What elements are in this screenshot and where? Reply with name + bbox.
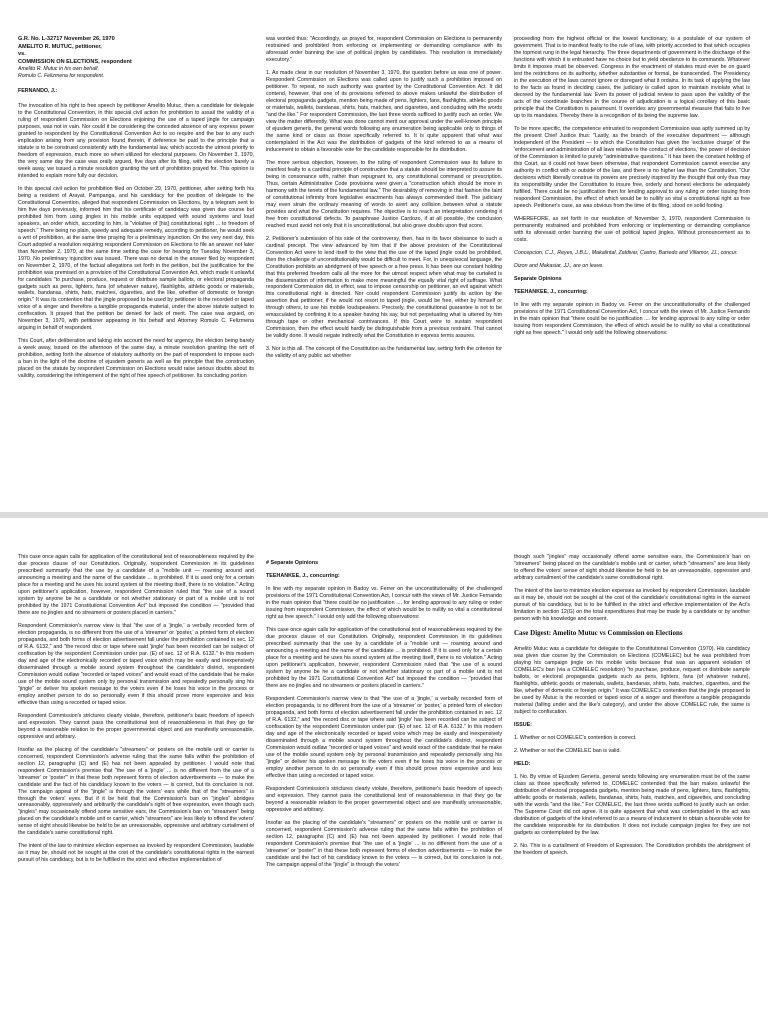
paragraph: In line with my separate opinion in Badoy vs. Ferrer on the unconstitutionality of the challenged provisions of the 1971 Constitutional Convention Act, I concur with the views of Mr. Justice Fernando in the main opinion that "there could be no justification .... for lending approval to any ruling or order issuing from respondent Commission, the effect of which would be to nullify so vital a constitutional right as free speech." I would only add the following observations:: [514, 301, 750, 336]
paragraph: Respondent Commission's strictures clearly violate, therefore, petitioner's basic freedom of speech and expression. They cannot pass the constitutional test of reasonableness in that they go far beyond a reasonable relation to the proper governmental object and are manifestly unreasonable, oppressive and arbitrary.: [266, 785, 502, 813]
versus: vs.: [18, 51, 26, 58]
paragraph: Insofar as the placing of the candidate's "streamers" or posters on the mobile unit or carrier is concerned, respondent Commission's adverse ruling that the same falls within the prohibition of section 12, paragraphs (C) and (E) has not been appealed by petitioner. I would note that respondent Commission's premise that "the use of a 'jingle' ... is no different from the use of a 'streamer' or 'poster'" in that these both represent forms of election advertisements — to make the candidate and the fact of his candidacy known to the voters — is correct, but its conclusion is not. The campaign appeal of the "jingle" is through the voters' ears while that of the "streamers" is through the voters' eyes. But if it be held that the Commission's ban on "jingles" abridges unreasonably, oppressively and arbitrarily the candidate's right of free expression, even though such "jingles" may occasionally offend some sensitive ears, the Commission's ban on "streamers" being placed on the candidate's mobile unit or carrier, which "streamers" are less likely to offend the voters' sense of sight should likewise be held to be an unreasonable, oppressive and arbitrary curtailment of the candidate's same constitutional right.: [18, 746, 254, 837]
page1-column-3: [514, 36, 750, 506]
paragraph: WHEREFORE, as set forth in our resolution of November 3, 1970, respondent Commission is permanently restrained and prohibited from enforcing or implementing or demanding compliance with its aforesaid order banning the use of political taped jingles. Without pronouncement as to costs.: [514, 215, 750, 243]
counsel-petitioner: Amelito R. Mutuc in his own behalf.: [18, 66, 100, 73]
counsel-respondent: Romulo C. Felizmena for respondent.: [18, 73, 105, 80]
paragraph: Amelito Mutuc was a candidate for delegate to the Constitutional Convention (1970). His candidacy was given due course by the Commission on Elections (COMELEC) but he was prohibited from playing his campaign jingle on his mobile units because that was an apparent violation of COMELEC's ban (via a COMELEC resolution) "to purchase, produce, request or distribute sample ballots, or electoral propaganda gadgets such as pens, lighters, fans (of whatever nature), flashlights, athletic goods or materials, wallets, bandanas, shirts, hats, matches, cigarettes, and the like, whether of domestic or foreign origin." It was COMELEC's contention that the jingle proposed to be used by Mutuc is the recorded or taped voice of a singer and therefore a tangible propaganda material (falling under and the like's category), and under the above COMELEC rule, the same is subject to confiscation.: [514, 646, 750, 715]
ponente: FERNANDO, J.:: [18, 87, 58, 94]
paragraph: though such "jingles" may occasionally offend some sensitive ears, the Commission's ban on "streamers" being placed on the candidate's mobile unit or carrier, which "streamers" are less likely to offend the voters' sense of sight should likewise be held to be an unreasonable, oppressive and arbitrary curtailment of the candidate's same constitutional right.: [514, 554, 750, 581]
paragraph: proceeding from the highest official or the lowest functionary, is a postulate of our system of government. That is to manifest fealty to the rule of law, with priority accorded to that which occupies the topmost rung in the legal hierarchy. The three departments of government in the discharge of the functions with which it is entrusted have no choice but to yield obedience to its commands. Whatever limits it imposes must be observed. Congress in the enactment of statutes must ever be on guard lest the restrictions on its authority, whether substantive or formal, be transcended. The Presidency in the execution of the laws cannot ignore or disregard what it ordains. In its task of applying the law to the facts as found in deciding cases, the judiciary is called upon to maintain inviolate what is decreed by the fundamental law. Even its power of judicial review to pass upon the validity of the acts of the coordinate branches in the course of adjudication is a logical corollary of this basic principle that the Constitution is paramount. It overrides any governmental measure that fails to live up to its mandates. Thereby there is a recognition of its being the supreme law.: [514, 36, 750, 119]
held-item: 2. No. This is a curtailment of Freedom of Expression. The Constitution prohibits the abridgment of the freedom of speech.: [514, 843, 750, 856]
paragraph: 2. Petitioner's submission of his side of the controversy, then, has in its favor obeisance to such a cardinal precept. The view advanced by him that if the above provision of the Constitutional Convention Act were to lend itself to the view that the use of the taped jingle could be prohibited, then the challenge of unconstitutionality would be difficult to meet. For, in unequivocal language, the Constitution prohibits an abridgment of free speech or a free press. It has been our constant holding that this preferred freedom calls all the more for the utmost respect when what may be curtailed is the dissemination of information to make more meaningful the equally vital right of suffrage. What respondent Commission did, in effect, was to impose censorship on petitioner, an evil against which this constitutional right is directed. Nor could respondent Commission justify its action by the assertion that petitioner, if he would not resort to taped jingle, would be free, either by himself or through others, to use his mobile loudspeakers. Precisely, the constitutional guarantee is not to be emasculated by confining it to a speaker having his say, but not perpetuating what is uttered by him through tape or other mechanical contrivances. If this Court were to sustain respondent Commission, then the effect would hardly be distinguishable from a previous restraint. That cannot be validly done. It would negate indirectly what the Constitution in express terms assures.: [266, 235, 502, 340]
held-item: 1. No. By virtue of Ejusdem Generis, general words following any enumeration must be of the same class as those specifically referred to. COMELEC contended that the ban makes unlawful the distribution of electoral propaganda gadgets, mention being made of pens, lighters, fans, flashlights, athletic goods or materials, wallets, bandanas, shirts, hats, matches, and cigarettes, and concluding with the words "and the like." For COMELEC, the last three words sufficed to justify such an order. The Supreme Court did not agree. It is quite apparent that what was contemplated in the act was distribution of gadgets of the kind referred to as a means of inducement to obtain a favorable vote for the candidate responsible for its distribution. It does not include campaign jingles for they are not gadgets as contemplated by the law.: [514, 774, 750, 837]
issue-item: 2. Whether or not the COMELEC ban is valid.: [514, 748, 621, 755]
paragraph: Respondent Commission's narrow view is that "the use of a 'jingle,' a verbally recorded form of election propaganda, is no different from the use of a 'streamer' or 'poster,' a printed form of election propaganda, and both forms of election advertisement fall under the prohibition contained in sec. 12 of R.A. 6132," and "the record disc or tape where said 'jingle' has been recorded can be subject of confiscation by the respondent Commission under par. (E) of sec. 12 of R.A. 6132." In this modern day and age of the electronically recorded or taped voice which may be easily and inexpensively disseminated through a mobile sound system throughout the candidate's district, respondent Commission would outlaw "recorded or taped voices" and would exact of the candidate that he make use of the mobile sound system only by personal transmission and repeatedly personally sing his "jingle" or deliver his spoken message to the voters even if he loses his voice in the process or employ another person to do so personally even if this should prove more expensive and less effective than using a recorded or taped voice.: [266, 696, 502, 779]
issue-heading: ISSUE:: [514, 721, 532, 728]
page1-column-2: [266, 36, 502, 506]
paragraph: 1. As made clear in our resolution of November 3, 1970, the question before us was one of power. Respondent Commission on Elections was called upon to justify such a prohibition imposed on petitioner. To repeat, no such authority was granted by the Constitutional Convention Act. It did contend, however, that one of its provisions referred to above makes unlawful the distribution of electoral propaganda gadgets, mention being made of pens, lighters, fans, flashlights, athletic goods or materials, wallets, bandanas, shirts, hats, matches, and cigarettes, and concluding with the words "and the like." For respondent Commission, the last three words sufficed to justify such an order. We view the matter differently. What was done cannot merit our approval under the well-known principle of ejusdem generis, the general words following any enumeration being applicable only to things of the same kind or class as those specifically referred to. It is quite apparent that what was contemplated in the Act was the distribution of gadgets of the kind referred to as a means of inducement to obtain a favorable vote for the candidate responsible for its distribution.: [266, 69, 502, 153]
paragraph: The more serious objection, however, to the ruling of respondent Commission was its failure to manifest fealty to a cardinal principle of construction that a statute should be interpreted to assure its being in consonance with, rather than repugnant to, any constitutional command or prescription. Thus, certain Administrative Code provisions were given a "construction which should be more in harmony with the tenets of the fundamental law." The desirability of removing in that fashion the taint of constitutional infirmity from legislative enactments has always commended itself. The judiciary may even strain the ordinary meaning of words to avert any collision between what a statute provides and what the Constitution requires. The objective is to reach an interpretation rendering it free from constitutional defects. To paraphrase Justice Cardozo, if at all possible, the conclusion reached must avoid not only that it is unconstitutional, but also grave doubts upon that score.: [266, 159, 502, 229]
case-digest-title: Case Digest: Amelito Mutuc vs Commission on Elections: [514, 628, 683, 637]
paragraph: To be more specific, the competence entrusted to respondent Commission was aptly summed up by the present Chief Justice thus: "Lastly, as the branch of the executive department — although independent of the President — to which the Constitution has given the 'exclusive charge' of the 'enforcement and administration of all laws relative to the conduct of elections,' the power of decision of the Commission is limited to purely "administrative questions." It has been the constant holding of this Court, as it could not have been otherwise, that respondent Commission cannot exercise any authority in conflict with or outside of the law, and there is no higher law than the Constitution. "Our decisions which liberally construe its powers are precisely inspired by the thought that only thus may its responsibility under the Constitution to insure free, orderly and honest elections be adequately fulfilled. There could be no justification then for lending approval to any ruling or order issuing from respondent Commission, the effect of which would be to nullify so vital a constitutional right as free speech. Petitioner's case, as was obvious from the time of its filing, stood on solid footing.: [514, 125, 750, 209]
document-page-1: [0, 0, 768, 512]
paragraph: In this special civil action for prohibition filed on October 29, 1970, petitioner, after setting forth his being a resident of Arayat, Pampanga, and his candidacy for the position of delegate to the Constitutional Convention, alleged that respondent Commission on Elections, by a telegram sent to him five days previously, informed him that his certificate of candidacy was given due course but prohibited him from using jingles in his mobile units equipped with sound systems and loud speakers, an order which, according to him, is "violative of [his] constitutional right ... to freedom of speech." There being no plain, speedy and adequate remedy, according to petitioner, he would seek a writ of prohibition, at the same time praying for a preliminary injunction. On the very next day, this Court adopted a resolution requiring respondent Commission on Elections to file an answer not later than November 2, 1970, at the same time setting the case for hearing for Tuesday November 3, 1970. No preliminary injunction was issued. There was no denial in the answer filed by respondent on November 2, 1970, of the factual allegations set forth in the petition, but the justification for the prohibition was premised on a provision of the Constitutional Convention Act, which made it unlawful for candidates "to purchase, produce, request or distribute sample ballots, or electoral propaganda gadgets such as pens, lighters, fans (of whatever nature), flashlights, athletic goods or materials, wallets, bandanas, shirts, hats, matches, cigarettes, and the like, whether of domestic or foreign origin." It was its contention that the jingle proposed to be used by petitioner is the recorded or taped voice of a singer and therefore a tangible propaganda material, under the above statute subject to confiscation. It prayed that the petition be denied for lack of merit. The case was argued, on November 3, 1970, with petitioner appearing in his behalf and Attorney Romulo C. Felizmena arguing in behalf of respondent.: [18, 185, 254, 332]
paragraph: The intent of the law to minimize election expenses as invoked by respondent Commission, laudable as it may be, should not be sought at the cost of the candidate's constitutional rights in the earnest pursuit of his candidacy, but is to be fulfilled in the strict and effective implementation of the Act's limitation in section 12(G) on the total expenditures that may be made by a candidate or by another person with his knowledge and consent.: [514, 587, 750, 622]
paragraph: Respondent Commission's strictures clearly violate, therefore, petitioner's basic freedom of speech and expression. They cannot pass the constitutional test of reasonableness in that they go far beyond a reasonable relation to the proper governmental object and are manifestly unreasonable, oppressive and arbitrary.: [18, 712, 254, 740]
petitioner-name: AMELITO R. MUTUC, petitioner,: [18, 43, 102, 50]
paragraph: Respondent Commission's narrow view is that "the use of a 'jingle,' a verbally recorded form of election propaganda, is no different from the use of a 'streamer' or 'poster,' a printed form of election propaganda, and both forms of election advertisement fall under the prohibition contained in sec. 12 of R.A. 6132," and "the record disc or tape where said 'jingle' has been recorded can be subject of confiscation by the respondent Commission under par. (E) of sec. 12 of R.A. 6132." In this modern day and age of the electronically recorded or taped voice which may be easily and inexpensively disseminated through a mobile sound system throughout the candidate's district, respondent Commission would outlaw "recorded or taped voices" and would exact of the candidate that he make use of the mobile sound system only by personal transmission and repeatedly personally sing his "jingle" or deliver his spoken message to the voters even if he loses his voice in the process or employ another person to do so personally even if this should prove more expensive and less effective than using a recorded or taped voice.: [18, 622, 254, 706]
justices-on-leave: Dizon and Makasiar, JJ., are on leave.: [514, 262, 604, 269]
case-number: G.R. No. L-32717 November 26, 1970: [18, 36, 115, 42]
teehankee-heading: TEEHANKEE, J., concurring:: [266, 573, 340, 580]
page2-column-2: [266, 554, 502, 1030]
concurring-justices: Concepcion, C.J., Reyes, J.B.L., Makalintal, Zaldivar, Castro, Barredo and Villamor, JJ., concur.: [514, 249, 738, 256]
issue-item: 1. Whether or not COMELEC's contention is correct.: [514, 735, 637, 742]
paragraph: This Court, after deliberation and taking into account the need for urgency, the election being barely a week away, issued on the afternoon of the same day, a minute resolution granting the writ of prohibition, setting forth the absence of statutory authority on the part of respondent to impose such a ban in the light of the doctrine of ejusdem generis as well as the principle that the construction placed on the statute by respondent Commission on Elections would raise serious doubts about its validity, considering the infringement of the right of free speech of petitioner. Its concluding portion: [18, 338, 254, 380]
document-page-2: [0, 518, 768, 1030]
paragraph: Insofar as the placing of the candidate's "streamers" or posters on the mobile unit or carrier is concerned, respondent Commission's adverse ruling that the same falls within the prohibition of section 12, paragraphs (C) and (E) has not been appealed by petitioner. I would note that respondent Commission's premise that "the use of a 'jingle' ... is no different from the use of a 'streamer' or 'poster'" in that these both represent forms of election advertisements — to make the candidate and the fact of his candidacy known to the voters — is correct, but its conclusion is not. The campaign appeal of the "jingle" is through the voters': [266, 819, 502, 868]
page1-column-1: [18, 36, 254, 506]
paragraph: In line with my separate opinion in Badoy vs. Ferrer on the unconstitutionality of the challenged provisions of the 1971 Constitutional Convention Act, I concur with the views of Mr. Justice Fernando in the main opinion that "there could be no justification .... for lending approval to any ruling or order issuing from respondent Commission, the effect of which would be to nullify so vital a constitutional right as free speech." I would only add the following observations:: [266, 586, 502, 621]
paragraph: The intent of the law to minimize election expenses as invoked by respondent Commission, laudable as it may be, should not be sought at the cost of the candidate's constitutional rights in the earnest pursuit of his candidacy, but is to be fulfilled in the strict and effective implementation of: [18, 843, 254, 864]
teehankee-heading: TEEHANKEE, J., concurring:: [514, 288, 588, 295]
held-heading: HELD:: [514, 761, 531, 768]
paragraph: This case once again calls for application of the constitutional test of reasonableness required by the due process clause of our Constitution. Originally, respondent Commission in its guidelines prescribed summarily that the use by a candidate of a "mobile unit — roaming around and announcing a meeting and the name of the candidate ... is prohibited. If it is used only for a certain place for a meeting and he uses his sound system at the meeting itself, there is no violation." Acting upon petitioner's application, however, respondent Commission ruled that "the use of a sound system by anyone be he a candidate or not whether stationary or part of a mobile unit is not prohibited by the 1971 Constitutional Convention Act" but imposed the condition — "provided that there are no jingles and no streamers or posters placed in carriers.": [18, 554, 254, 616]
paragraph: The invocation of his right to free speech by petitioner Amelito Mutuc, then a candidate for delegate to the Constitutional Convention, in this special civil action for prohibition to assail the validity of a ruling of respondent Commission on Elections enjoining the use of a taped jingle for campaign purposes, was not in vain. Nor could it be considering the conceded absence of any express power granted to respondent by the Constitutional Convention Act to so require and the bar to any such implication arising from any provision found therein, if deference be paid to the principle that a statute is to be construed consistently with the fundamental law, which accords the utmost priority to freedom of expression, much more so when utilized for electoral purposes. On November 3, 1970, the very same day the case was orally argued, five days after its filing, with the election barely a week away, we issued a minute resolution granting the writ of prohibition prayed for. This opinion is intended to explain more fully our decision.: [18, 102, 254, 179]
paragraph: This case once again calls for application of the constitutional test of reasonableness required by the due process clause of our Constitution. Originally, respondent Commission in its guidelines prescribed summarily that the use by a candidate of a "mobile unit — roaming around and announcing a meeting and the name of the candidate ... is prohibited. If it is used only for a certain place for a meeting and he uses his sound system at the meeting itself, there is no violation." Acting upon petitioner's application, however, respondent Commission ruled that "the use of a sound system by anyone be he a candidate or not whether stationary or part of a mobile unit is not prohibited by the 1971 Constitutional Convention Act" but imposed the condition — "provided that there are no jingles and no streamers or posters placed in carriers.": [266, 627, 502, 690]
paragraph: 3. Nor is this all. The concept of the Constitution as the fundamental law, setting forth the criterion for the validity of any public act whether: [266, 346, 502, 360]
case-caption: [18, 36, 254, 66]
separate-opinions-heading: # Separate Opinions: [266, 560, 319, 566]
page2-column-1: [18, 554, 254, 1030]
separate-opinions-heading: Separate Opinions: [514, 275, 562, 282]
paragraph: was worded thus: "Accordingly, as prayed for, respondent Commission on Elections is permanently restrained and prohibited from enforcing or implementing or demanding compliance with its aforesaid order banning the use of political jingles by candidates. This resolution is immediately executory.": [266, 36, 502, 63]
respondent-name: COMMISSION ON ELECTIONS, respondent: [18, 58, 132, 65]
page2-column-3: [514, 554, 750, 1030]
